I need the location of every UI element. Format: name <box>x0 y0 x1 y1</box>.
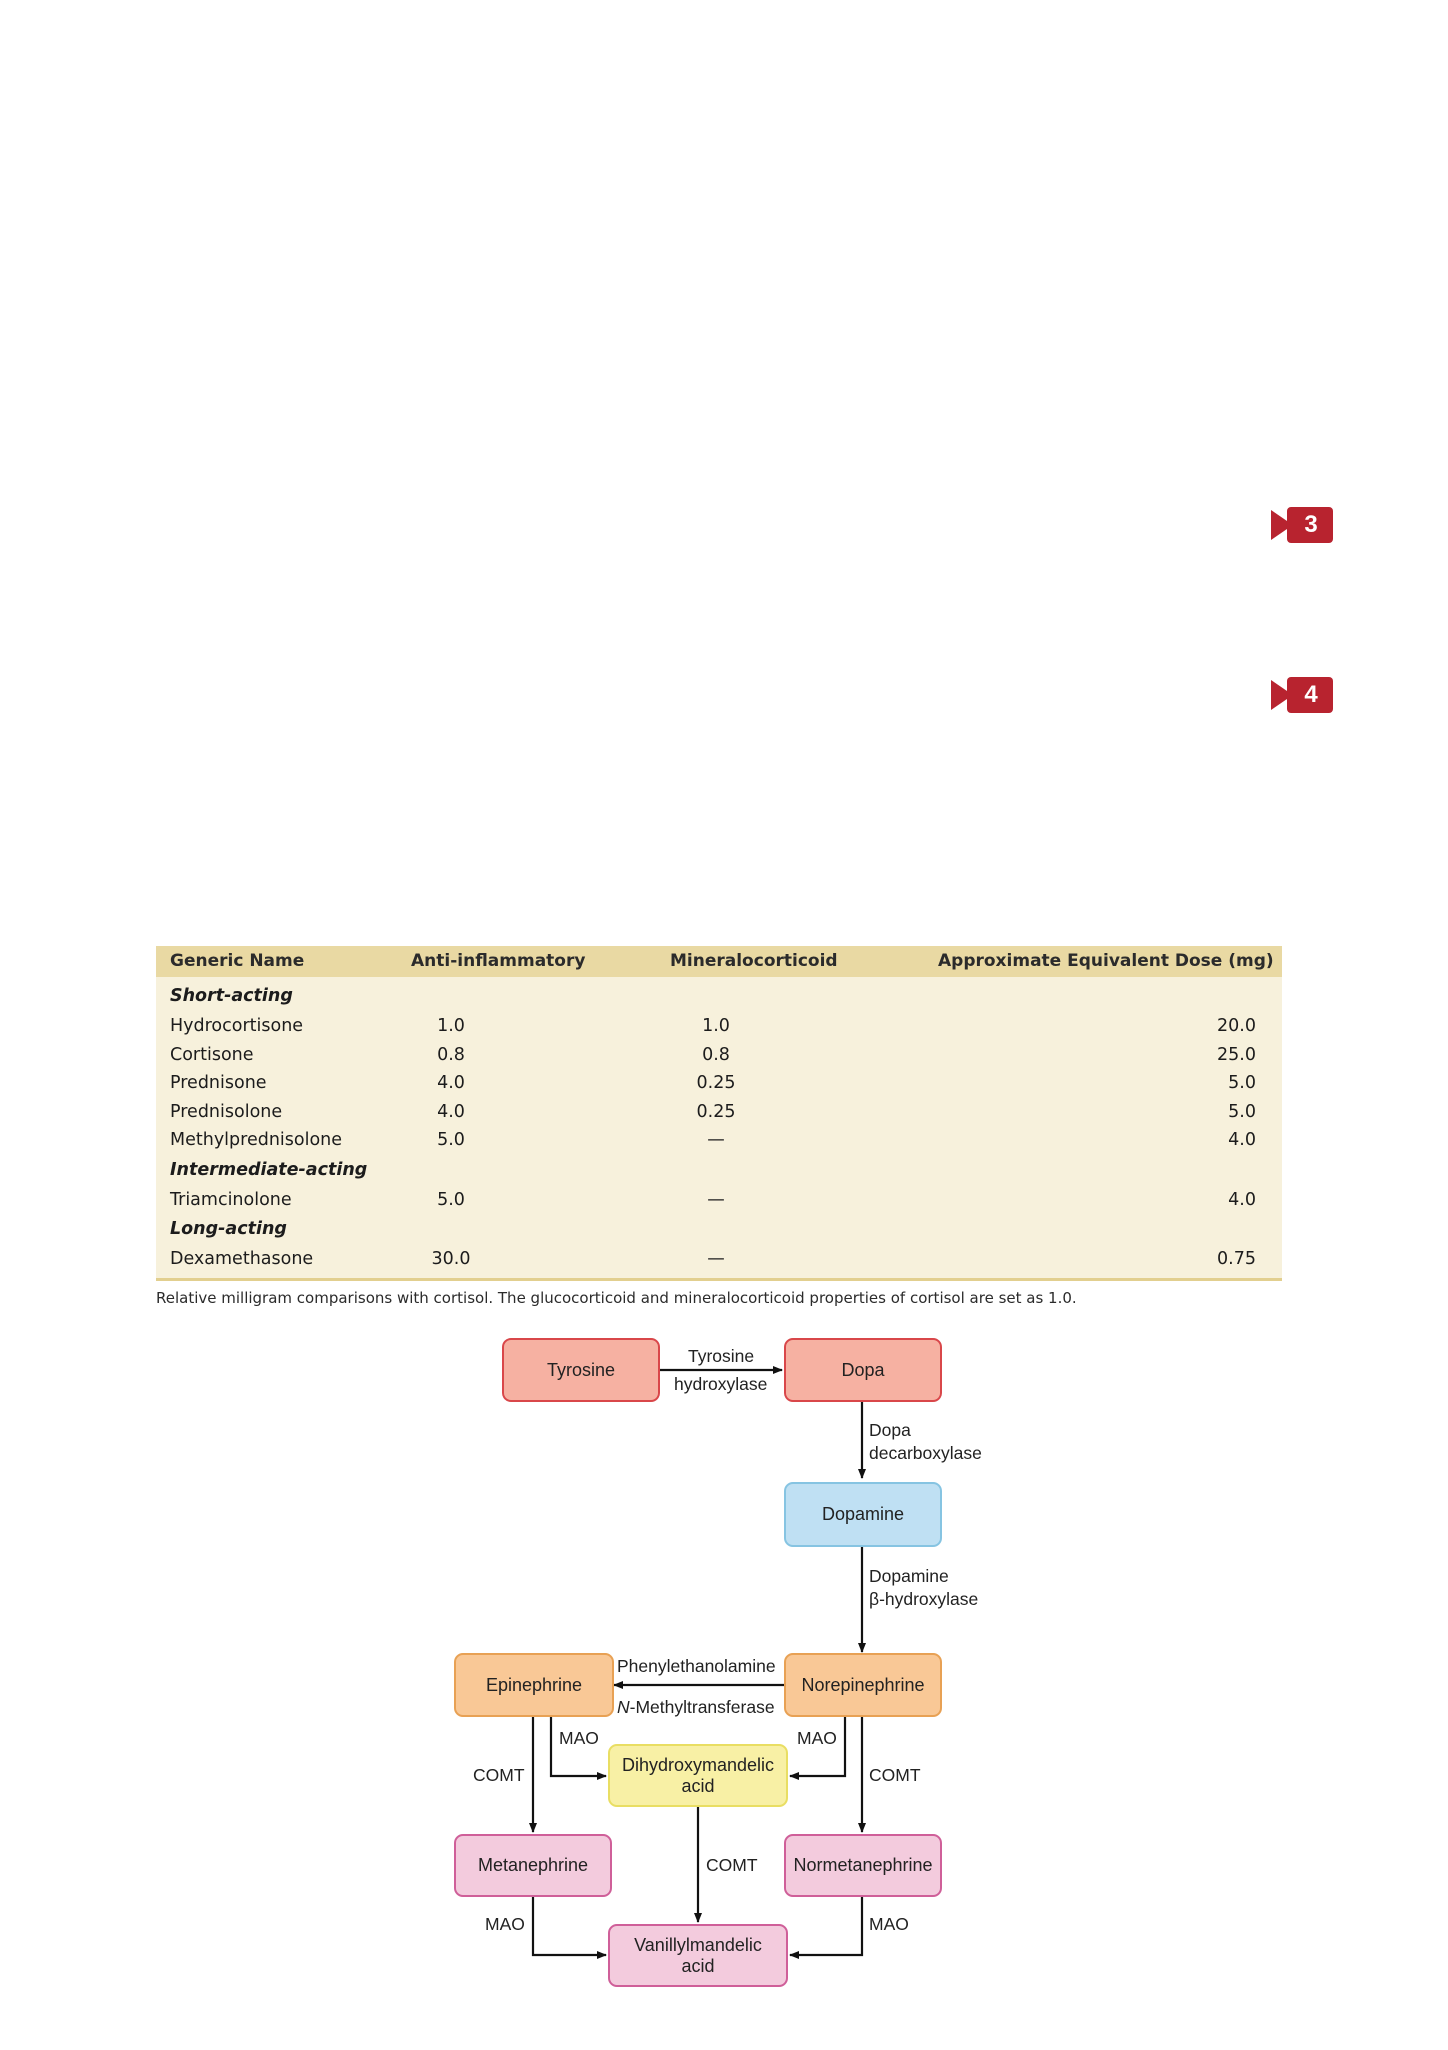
enzyme-mao-epinephrine: MAO <box>559 1728 599 1748</box>
header-equivalent-dose: Approximate Equivalent Dose (mg) <box>938 951 1274 971</box>
enzyme-dopa-decarboxylase-1: Dopa <box>869 1420 911 1440</box>
table-row <box>156 1069 1282 1098</box>
header-anti-inflammatory: Anti-inflammatory <box>411 951 586 971</box>
enzyme-pnmt-2 <box>617 1697 775 1718</box>
enzyme-dbh-2: β-hydroxylase <box>869 1589 979 1609</box>
header-mineralocorticoid: Mineralocorticoid <box>670 951 838 971</box>
cell-anti: 4.0 <box>437 1073 465 1093</box>
enzyme-dopa-decarboxylase-2: decarboxylase <box>869 1443 982 1463</box>
node-label: acid <box>681 1775 715 1796</box>
cell-mineral: — <box>707 1249 725 1269</box>
cell-name: Prednisolone <box>170 1101 283 1122</box>
chapter-marker-3 <box>1271 507 1333 543</box>
corticosteroid-table <box>156 946 1282 1281</box>
node-label: Tyrosine <box>546 1359 616 1380</box>
table-row <box>156 1098 1282 1127</box>
cell-anti: 5.0 <box>437 1189 465 1210</box>
marker-number: 3 <box>1304 511 1318 538</box>
table-footnote: Relative milligram comparisons with cortisol. The glucocorticoid and mineralocorticoid properties of cortisol are set as 1.0. <box>156 1289 1077 1307</box>
enzyme-mao-metanephrine: MAO <box>485 1914 525 1934</box>
cell-name: Hydrocortisone <box>170 1016 304 1036</box>
group-label-text: Intermediate-acting <box>170 1159 368 1180</box>
group-label-text: Long-acting <box>170 1219 287 1239</box>
node-normetanephrine <box>784 1834 942 1897</box>
group-label <box>156 1214 1282 1245</box>
node-tyrosine <box>502 1338 660 1402</box>
enzyme-mao-norepinephrine: MAO <box>797 1728 837 1748</box>
node-label: Vanillylmandelic <box>634 1934 762 1955</box>
cell-mineral: 0.25 <box>696 1101 736 1122</box>
enzyme-pnmt-1: Phenylethanolamine <box>617 1656 776 1676</box>
enzyme-comt-norepinephrine: COMT <box>869 1765 921 1785</box>
cell-dose: 5.0 <box>1228 1101 1256 1122</box>
node-dopa <box>784 1338 942 1402</box>
enzyme-dbh-1: Dopamine <box>869 1566 949 1586</box>
cell-dose: 4.0 <box>1228 1130 1256 1150</box>
group-label <box>156 981 1282 1012</box>
node-dihydroxymandelic-acid <box>608 1744 788 1807</box>
enzyme-comt-epinephrine: COMT <box>473 1765 525 1785</box>
node-label: acid <box>681 1955 715 1976</box>
node-label: Dihydroxymandelic <box>621 1754 775 1775</box>
node-label: Metanephrine <box>477 1855 589 1875</box>
cell-mineral: 0.25 <box>696 1073 736 1093</box>
enzyme-tyrosine-hydroxylase-1: Tyrosine <box>688 1346 755 1366</box>
marker-number: 4 <box>1304 681 1318 708</box>
cell-mineral: — <box>707 1130 725 1150</box>
table-row <box>156 1245 1282 1274</box>
arrow-normetanephrine-vma <box>790 1897 862 1955</box>
cell-name: Prednisone <box>170 1073 267 1093</box>
node-label: Dopa <box>841 1359 885 1380</box>
table-row <box>156 1186 1282 1215</box>
enzyme-mao-normetanephrine: MAO <box>869 1914 909 1934</box>
cell-anti: 1.0 <box>437 1016 465 1036</box>
cell-dose: 0.75 <box>1217 1249 1256 1269</box>
node-norepinephrine <box>784 1653 942 1717</box>
node-vanillylmandelic-acid <box>608 1924 788 1987</box>
table-header <box>156 946 1282 977</box>
cell-dose: 20.0 <box>1217 1016 1256 1036</box>
enzyme-tyrosine-hydroxylase-2: hydroxylase <box>674 1374 768 1394</box>
node-label: Normetanephrine <box>793 1855 933 1875</box>
node-epinephrine <box>454 1653 614 1717</box>
cell-dose: 25.0 <box>1217 1044 1256 1065</box>
table-row <box>156 1126 1282 1155</box>
enzyme-pnmt-2-italic: N <box>617 1697 630 1717</box>
cell-name: Triamcinolone <box>170 1189 292 1210</box>
cell-anti: 0.8 <box>437 1044 465 1065</box>
enzyme-comt-center: COMT <box>706 1855 758 1875</box>
node-label: Epinephrine <box>485 1674 583 1695</box>
node-label: Norepinephrine <box>801 1674 925 1695</box>
node-label: Dopamine <box>821 1504 905 1524</box>
cell-mineral: — <box>707 1189 725 1210</box>
cell-anti: 5.0 <box>437 1130 465 1150</box>
cell-mineral: 0.8 <box>702 1044 730 1065</box>
node-dopamine <box>784 1482 942 1547</box>
header-generic-name: Generic Name <box>170 951 305 971</box>
cell-mineral: 1.0 <box>702 1016 730 1036</box>
cell-anti: 4.0 <box>437 1101 465 1122</box>
group-label-text: Short-acting <box>170 986 293 1006</box>
cell-name: Methylprednisolone <box>170 1130 343 1150</box>
node-metanephrine <box>454 1834 612 1897</box>
chapter-marker-4 <box>1271 677 1333 713</box>
cell-name: Cortisone <box>170 1044 254 1065</box>
arrow-metanephrine-vma <box>533 1897 606 1955</box>
group-label <box>156 1155 1282 1186</box>
cell-anti: 30.0 <box>431 1249 471 1269</box>
enzyme-pnmt-2-rest: -Methyltransferase <box>629 1697 775 1717</box>
cell-dose: 5.0 <box>1228 1073 1256 1093</box>
table-row <box>156 1012 1282 1041</box>
cell-dose: 4.0 <box>1228 1189 1256 1210</box>
cell-name: Dexamethasone <box>170 1249 314 1269</box>
table-row <box>156 1041 1282 1070</box>
